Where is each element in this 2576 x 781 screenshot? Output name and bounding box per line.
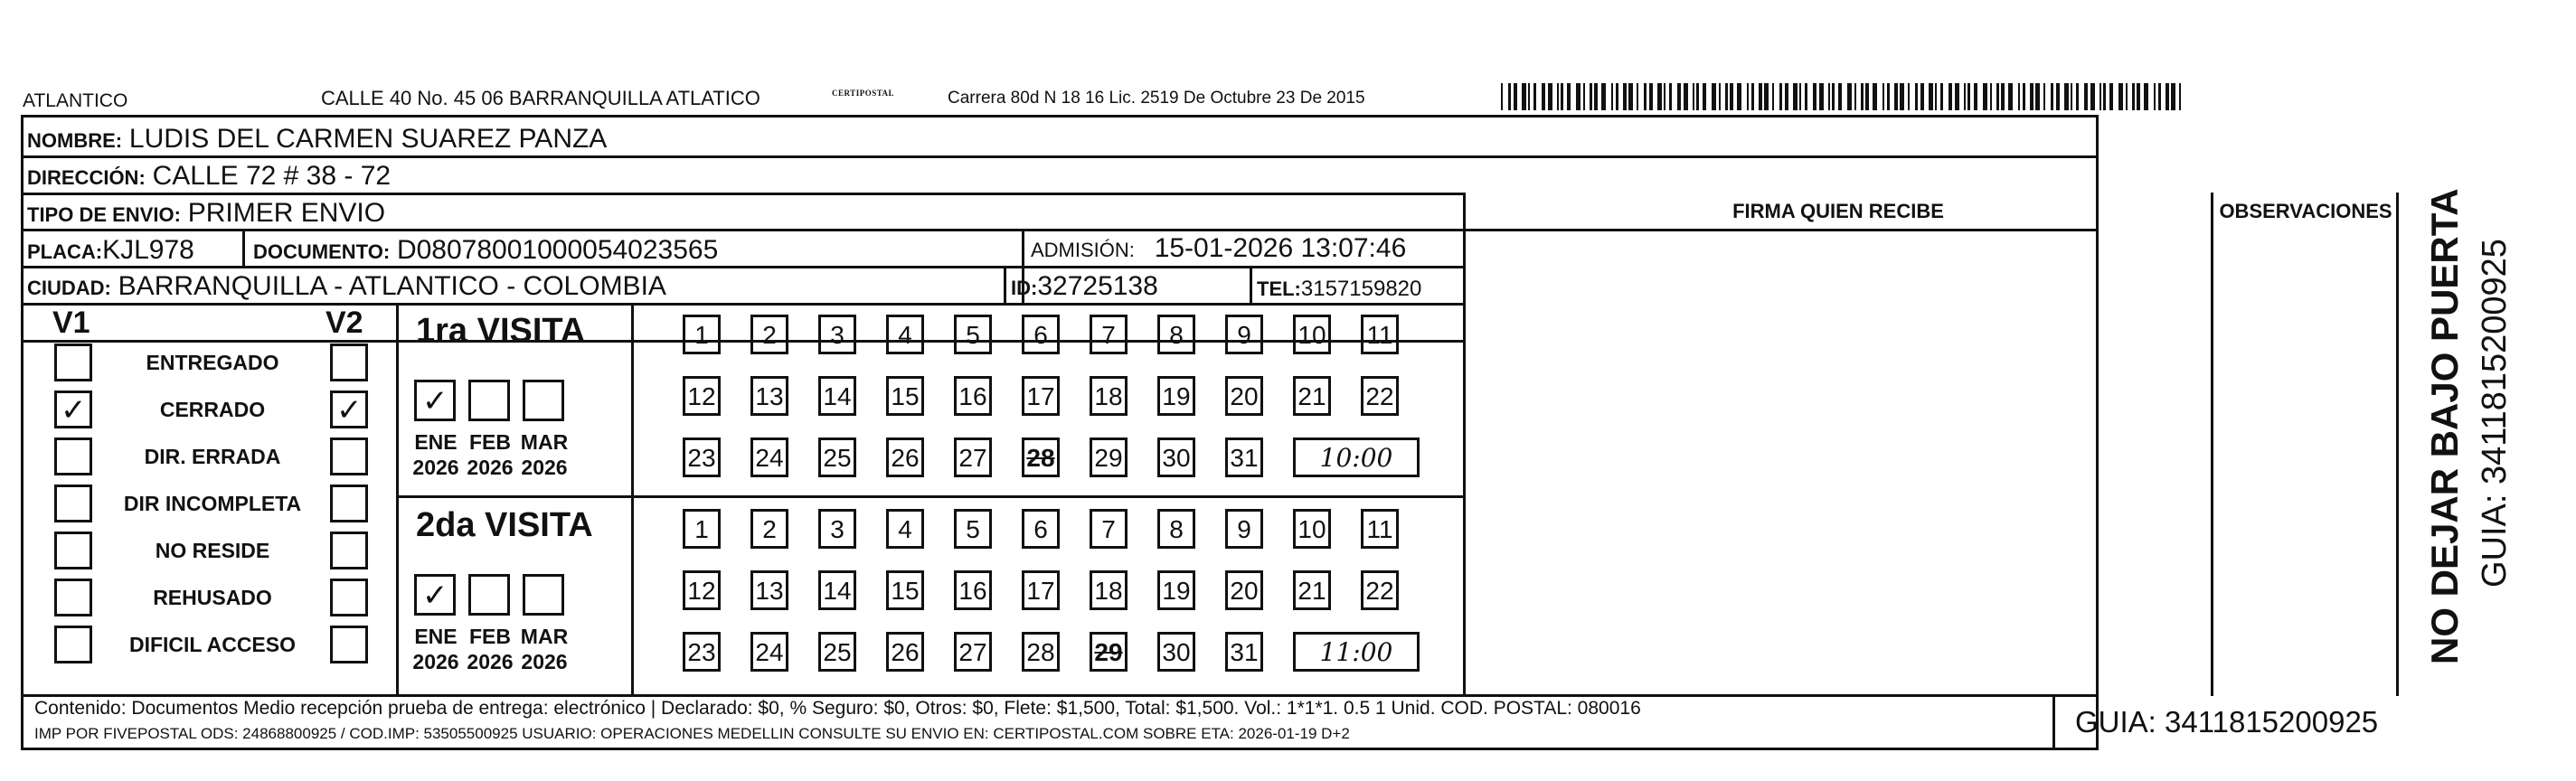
day-box[interactable]: 19 bbox=[1157, 570, 1195, 610]
admision-label: ADMISIÓN: bbox=[1031, 239, 1135, 261]
check-mark-icon: ✓ bbox=[61, 392, 87, 428]
tel-value: 3157159820 bbox=[1300, 277, 1422, 301]
region-label: ATLANTICO bbox=[23, 90, 128, 111]
day-box[interactable]: 6 bbox=[1022, 509, 1060, 549]
v2-checkbox[interactable] bbox=[330, 343, 368, 381]
barcode-icon bbox=[1501, 83, 2188, 110]
direccion-value: CALLE 72 # 38 - 72 bbox=[152, 161, 392, 191]
day-box[interactable]: 8 bbox=[1157, 509, 1195, 549]
day-box[interactable]: 16 bbox=[954, 570, 992, 610]
footer-imp: IMP POR FIVEPOSTAL ODS: 24868800925 / COD.IMP: 53505500925 USUARIO: OPERACIONES MEDELLIN CONSULTE SU ENVIO EN: CERTIPOSTAL.COM SOBRE ETA: 2026-01-19 D+2 bbox=[34, 725, 1350, 742]
tel-label: TEL: bbox=[1257, 278, 1301, 300]
option-label: REHUSADO bbox=[153, 586, 272, 609]
month-label: ENE bbox=[414, 625, 458, 648]
day-box[interactable]: 5 bbox=[954, 509, 992, 549]
day-box[interactable]: 4 bbox=[886, 509, 924, 549]
day-box[interactable]: 29 bbox=[1090, 438, 1128, 477]
placa-value: KJL978 bbox=[102, 235, 194, 265]
observaciones-header: OBSERVACIONES bbox=[2219, 200, 2392, 222]
ciudad-label: CIUDAD: bbox=[27, 277, 111, 299]
day-box[interactable]: 19 bbox=[1157, 376, 1195, 416]
day-box[interactable]: 21 bbox=[1293, 376, 1331, 416]
day-box[interactable]: 4 bbox=[886, 315, 924, 354]
month-label: ENE bbox=[414, 430, 458, 454]
check-mark-icon: ✓ bbox=[422, 383, 448, 419]
day-box[interactable]: 25 bbox=[818, 632, 856, 672]
day-box[interactable]: 5 bbox=[954, 315, 992, 354]
day-box[interactable]: 25 bbox=[818, 438, 856, 477]
year-label: 2026 bbox=[412, 650, 459, 673]
office-address: CALLE 40 No. 45 06 BARRANQUILLA ATLATICO bbox=[321, 87, 760, 109]
day-box[interactable]: 30 bbox=[1157, 438, 1195, 477]
day-box[interactable]: 6 bbox=[1022, 315, 1060, 354]
tipo-envio-label: TIPO DE ENVIO: bbox=[27, 203, 181, 226]
day-box[interactable]: 9 bbox=[1225, 509, 1263, 549]
month-checkbox[interactable] bbox=[414, 574, 456, 616]
month-checkbox[interactable] bbox=[523, 380, 564, 421]
day-box[interactable]: 21 bbox=[1293, 570, 1331, 610]
id-value: 32725138 bbox=[1037, 271, 1158, 301]
day-box[interactable]: 15 bbox=[886, 570, 924, 610]
month-label: FEB bbox=[469, 430, 511, 454]
visit-title: 2da VISITA bbox=[416, 506, 593, 544]
day-box[interactable]: 24 bbox=[750, 632, 788, 672]
month-checkbox[interactable] bbox=[414, 380, 456, 421]
day-box[interactable]: 18 bbox=[1090, 570, 1128, 610]
day-box[interactable]: 28 bbox=[1022, 632, 1060, 672]
day-box[interactable]: 24 bbox=[750, 438, 788, 477]
option-label: DIR INCOMPLETA bbox=[123, 492, 302, 515]
tipo-envio-value: PRIMER ENVIO bbox=[187, 198, 386, 228]
day-box[interactable]: 1 bbox=[683, 509, 721, 549]
day-box[interactable]: 29 bbox=[1090, 632, 1128, 672]
day-box[interactable]: 23 bbox=[683, 438, 721, 477]
day-box[interactable]: 7 bbox=[1090, 315, 1128, 354]
license-text: Carrera 80d N 18 16 Lic. 2519 De Octubre 23 De 2015 bbox=[948, 89, 1365, 108]
certipostal-logo: CERTIPOSTAL bbox=[832, 89, 895, 98]
check-mark-icon: ✓ bbox=[422, 578, 448, 614]
option-label: DIR. ERRADA bbox=[144, 445, 281, 468]
v1-header: V1 bbox=[52, 306, 90, 340]
v2-checkbox[interactable] bbox=[330, 485, 368, 522]
no-dejar-bajo-puerta: NO DEJAR BAJO PUERTA bbox=[2423, 188, 2466, 664]
documento-label: DOCUMENTO: bbox=[253, 240, 391, 263]
day-box[interactable]: 13 bbox=[750, 376, 788, 416]
day-box[interactable]: 30 bbox=[1157, 632, 1195, 672]
firma-header: FIRMA QUIEN RECIBE bbox=[1732, 200, 1944, 222]
day-box[interactable]: 7 bbox=[1090, 509, 1128, 549]
day-box[interactable]: 17 bbox=[1022, 376, 1060, 416]
month-checkbox[interactable] bbox=[468, 574, 510, 616]
day-box[interactable]: 16 bbox=[954, 376, 992, 416]
hour-box[interactable]: 10:00 bbox=[1293, 438, 1420, 477]
option-label: ENTREGADO bbox=[146, 351, 279, 374]
day-box[interactable]: 11 bbox=[1361, 315, 1399, 354]
placa-label: PLACA: bbox=[27, 240, 103, 263]
day-box[interactable]: 18 bbox=[1090, 376, 1128, 416]
footer-contenido: Contenido: Documentos Medio recepción prueba de entrega: electrónico | Declarado: $0, % Seguro: $0, Otros: $0, Flete: $1,500, Total: $1,500. Vol.: 1*1*1. 0.5 1 Unid. COD. POSTAL: 080016 bbox=[34, 698, 1641, 719]
day-box[interactable]: 17 bbox=[1022, 570, 1060, 610]
month-label: MAR bbox=[520, 430, 569, 454]
v2-checkbox[interactable] bbox=[330, 532, 368, 569]
day-box[interactable]: 11 bbox=[1361, 509, 1399, 549]
day-box[interactable]: 3 bbox=[818, 509, 856, 549]
option-label: NO RESIDE bbox=[155, 539, 270, 562]
day-box[interactable]: 12 bbox=[683, 570, 721, 610]
visit-title: 1ra VISITA bbox=[416, 312, 586, 350]
v2-checkbox[interactable] bbox=[330, 438, 368, 475]
v2-checkbox[interactable] bbox=[330, 390, 368, 428]
day-box[interactable]: 14 bbox=[818, 570, 856, 610]
day-box[interactable]: 27 bbox=[954, 438, 992, 477]
day-box[interactable]: 1 bbox=[683, 315, 721, 354]
day-box[interactable]: 31 bbox=[1225, 438, 1263, 477]
day-box[interactable]: 22 bbox=[1361, 376, 1399, 416]
year-label: 2026 bbox=[467, 456, 514, 479]
ciudad-value: BARRANQUILLA - ATLANTICO - COLOMBIA bbox=[118, 271, 666, 301]
day-box[interactable]: 2 bbox=[750, 509, 788, 549]
month-label: FEB bbox=[469, 625, 511, 648]
side-guia: GUIA: 3411815200925 bbox=[2476, 239, 2514, 588]
year-label: 2026 bbox=[467, 650, 514, 673]
day-box[interactable]: 28 bbox=[1022, 438, 1060, 477]
nombre-label: NOMBRE: bbox=[27, 129, 123, 152]
v2-checkbox[interactable] bbox=[330, 579, 368, 616]
day-box[interactable]: 31 bbox=[1225, 632, 1263, 672]
admision-value: 15-01-2026 13:07:46 bbox=[1154, 233, 1407, 263]
day-box[interactable]: 20 bbox=[1225, 376, 1263, 416]
option-label: CERRADO bbox=[159, 398, 266, 421]
day-box[interactable]: 15 bbox=[886, 376, 924, 416]
day-box[interactable]: 9 bbox=[1225, 315, 1263, 354]
footer-guia: GUIA: 3411815200925 bbox=[2075, 705, 2379, 739]
year-label: 2026 bbox=[412, 456, 459, 479]
year-label: 2026 bbox=[521, 456, 568, 479]
day-box[interactable]: 2 bbox=[750, 315, 788, 354]
day-box[interactable]: 23 bbox=[683, 632, 721, 672]
documento-value: D08078001000054023565 bbox=[396, 235, 719, 265]
day-box[interactable]: 10 bbox=[1293, 509, 1331, 549]
day-box[interactable]: 27 bbox=[954, 632, 992, 672]
day-box[interactable]: 22 bbox=[1361, 570, 1399, 610]
day-box[interactable]: 12 bbox=[683, 376, 721, 416]
month-label: MAR bbox=[520, 625, 569, 648]
v2-checkbox[interactable] bbox=[330, 626, 368, 663]
day-box[interactable]: 10 bbox=[1293, 315, 1331, 354]
day-box[interactable]: 13 bbox=[750, 570, 788, 610]
direccion-label: DIRECCIÓN: bbox=[27, 166, 146, 189]
check-mark-icon: ✓ bbox=[336, 392, 363, 428]
year-label: 2026 bbox=[521, 650, 568, 673]
hour-box[interactable]: 11:00 bbox=[1293, 632, 1420, 672]
day-box[interactable]: 26 bbox=[886, 632, 924, 672]
nombre-value: LUDIS DEL CARMEN SUAREZ PANZA bbox=[128, 124, 608, 154]
option-label: DIFICIL ACCESO bbox=[128, 633, 296, 656]
month-checkbox[interactable] bbox=[523, 574, 564, 616]
day-box[interactable]: 3 bbox=[818, 315, 856, 354]
day-box[interactable]: 8 bbox=[1157, 315, 1195, 354]
day-box[interactable]: 26 bbox=[886, 438, 924, 477]
day-box[interactable]: 14 bbox=[818, 376, 856, 416]
month-checkbox[interactable] bbox=[468, 380, 510, 421]
v2-header: V2 bbox=[326, 306, 363, 340]
id-label: ID: bbox=[1011, 277, 1038, 299]
day-box[interactable]: 20 bbox=[1225, 570, 1263, 610]
